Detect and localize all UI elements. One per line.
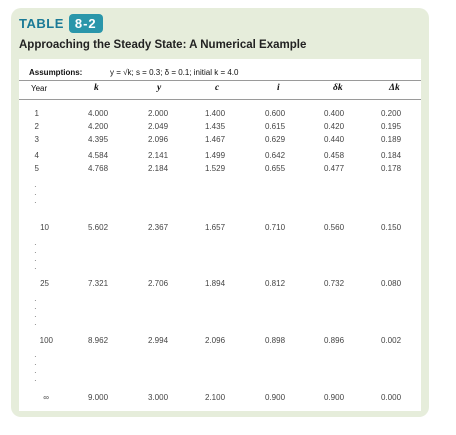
cell-c: 1.529 xyxy=(205,164,226,173)
column-header-year: Year xyxy=(31,84,48,93)
cell-y: 2.049 xyxy=(148,122,169,131)
column-header-delta-k: δk xyxy=(333,83,343,93)
cell-i: 0.629 xyxy=(265,135,286,144)
ellipsis-dots: · · · · xyxy=(34,296,37,329)
table-card xyxy=(19,59,421,411)
column-header-y: y xyxy=(157,83,162,93)
cell-k: 4.200 xyxy=(88,122,109,131)
cell-y: 2.706 xyxy=(148,279,169,288)
cell-c: 1.499 xyxy=(205,151,226,160)
column-header-change-k: Δk xyxy=(389,83,400,93)
cell-delta-k: 0.900 xyxy=(324,393,345,402)
cell-change-k: 0.002 xyxy=(381,336,402,345)
cell-k: 7.321 xyxy=(88,279,109,288)
cell-delta-k: 0.560 xyxy=(324,223,345,232)
assumptions-text: y = √k; s = 0.3; δ = 0.1; initial k = 4.0 xyxy=(110,68,239,77)
cell-c: 1.657 xyxy=(205,223,226,232)
cell-k: 8.962 xyxy=(88,336,109,345)
cell-year: ∞ xyxy=(43,393,49,402)
cell-i: 0.655 xyxy=(265,164,286,173)
table-row xyxy=(19,279,421,290)
cell-change-k: 0.184 xyxy=(381,151,402,160)
cell-delta-k: 0.420 xyxy=(324,122,345,131)
cell-change-k: 0.080 xyxy=(381,279,402,288)
cell-k: 4.768 xyxy=(88,164,109,173)
cell-year: 10 xyxy=(40,223,49,232)
cell-k: 4.395 xyxy=(88,135,109,144)
cell-i: 0.642 xyxy=(265,151,286,160)
cell-y: 2.994 xyxy=(148,336,169,345)
cell-y: 2.367 xyxy=(148,223,169,232)
cell-c: 1.435 xyxy=(205,122,226,131)
cell-year: 100 xyxy=(39,336,53,345)
cell-year: 3 xyxy=(34,135,39,144)
cell-y: 2.184 xyxy=(148,164,169,173)
cell-k: 5.602 xyxy=(88,223,109,232)
cell-delta-k: 0.477 xyxy=(324,164,345,173)
cell-year: 1 xyxy=(34,109,39,118)
cell-k: 4.000 xyxy=(88,109,109,118)
table-header xyxy=(19,80,421,100)
cell-delta-k: 0.400 xyxy=(324,109,345,118)
table-number-badge: 8-2 xyxy=(69,14,103,33)
ellipsis-dots: · · · xyxy=(34,182,37,207)
cell-year: 25 xyxy=(40,279,49,288)
column-header-i: i xyxy=(277,83,280,93)
cell-c: 1.467 xyxy=(205,135,226,144)
table-row xyxy=(19,336,421,347)
table-row xyxy=(19,109,421,120)
column-header-c: c xyxy=(215,83,220,93)
table-row xyxy=(19,164,421,175)
cell-y: 3.000 xyxy=(148,393,169,402)
cell-y: 2.000 xyxy=(148,109,169,118)
table-row xyxy=(19,122,421,133)
cell-i: 0.898 xyxy=(265,336,286,345)
cell-y: 2.141 xyxy=(148,151,169,160)
cell-c: 1.894 xyxy=(205,279,226,288)
assumptions-line xyxy=(29,68,239,77)
cell-year: 4 xyxy=(34,151,39,160)
cell-y: 2.096 xyxy=(148,135,169,144)
cell-i: 0.812 xyxy=(265,279,286,288)
cell-change-k: 0.195 xyxy=(381,122,402,131)
cell-delta-k: 0.458 xyxy=(324,151,345,160)
table-label: TABLE xyxy=(19,16,64,31)
table-row xyxy=(19,393,421,404)
ellipsis-dots: · · · · xyxy=(34,352,37,385)
cell-c: 2.096 xyxy=(205,336,226,345)
cell-k: 9.000 xyxy=(88,393,109,402)
cell-c: 2.100 xyxy=(205,393,226,402)
cell-i: 0.615 xyxy=(265,122,286,131)
ellipsis-dots: · · · · xyxy=(34,240,37,273)
cell-i: 0.900 xyxy=(265,393,286,402)
cell-i: 0.710 xyxy=(265,223,286,232)
assumptions-label: Assumptions: xyxy=(29,68,83,77)
cell-year: 2 xyxy=(34,122,39,131)
cell-change-k: 0.200 xyxy=(381,109,402,118)
cell-delta-k: 0.896 xyxy=(324,336,345,345)
table-row xyxy=(19,135,421,146)
table-title: Approaching the Steady State: A Numerical Example xyxy=(19,39,307,51)
cell-c: 1.400 xyxy=(205,109,226,118)
table-row xyxy=(19,223,421,234)
cell-change-k: 0.000 xyxy=(381,393,402,402)
table-row xyxy=(19,151,421,162)
cell-delta-k: 0.440 xyxy=(324,135,345,144)
table-heading xyxy=(19,14,103,33)
cell-k: 4.584 xyxy=(88,151,109,160)
column-header-k: k xyxy=(94,83,99,93)
cell-change-k: 0.150 xyxy=(381,223,402,232)
cell-year: 5 xyxy=(34,164,39,173)
cell-delta-k: 0.732 xyxy=(324,279,345,288)
cell-change-k: 0.189 xyxy=(381,135,402,144)
cell-i: 0.600 xyxy=(265,109,286,118)
cell-change-k: 0.178 xyxy=(381,164,402,173)
